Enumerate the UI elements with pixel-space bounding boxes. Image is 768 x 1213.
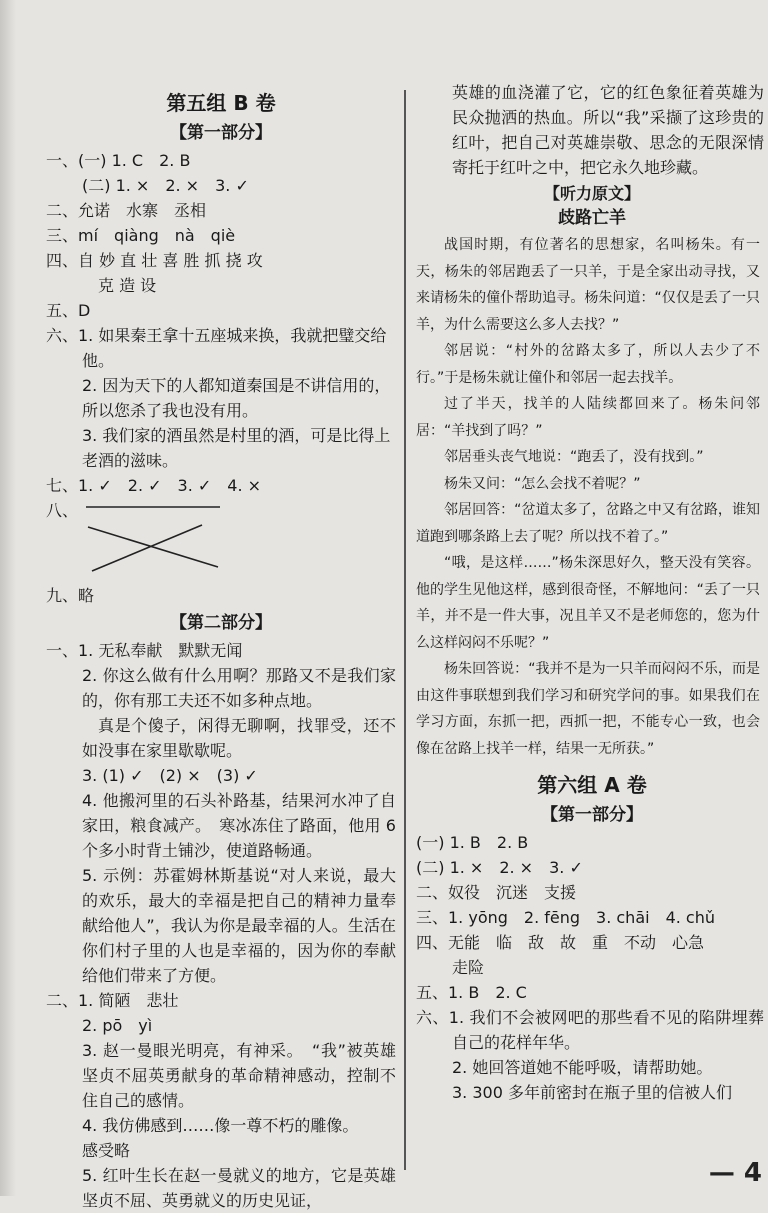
answer-7: 七、1. ✓ 2. ✓ 3. ✓ 4. × <box>46 476 262 495</box>
a6-answer-1-1: (一) 1. B 2. B <box>416 833 529 852</box>
right-column <box>416 80 768 1105</box>
a6-answer-1-2: (二) 1. × 2. × 3. ✓ <box>416 858 583 877</box>
p2-2-answer-5: 5. 红叶生长在赵一曼就义的地方，它是英雄坚贞不屈、英勇就义的历史见证， <box>82 1166 396 1210</box>
answer-9: 九、略 <box>46 586 95 605</box>
story-title: 歧路亡羊 <box>558 208 626 228</box>
answer-4-line1: 四、自 妙 直 壮 喜 胜 抓 挠 攻 <box>46 251 263 270</box>
answer-1-1: 一、(一) 1. C 2. B <box>46 151 191 170</box>
matching-lines-figure <box>82 501 232 553</box>
page-fold-shadow <box>0 0 16 1196</box>
answer-6-2: 2. 因为天下的人都知道秦国是不讲信用的，所以您杀了我也没有用。 <box>82 376 391 420</box>
p2-answer-5: 5. 示例：苏霍姆林斯基说“对人来说，最大的欢乐，最大的幸福是把自己的精神力量奉献给他人”，我认为你是最幸福的人。生活在你们村子里的人也是幸福的，因为你的奉献给他们带来了方便。 <box>82 866 396 985</box>
answer-4-line2: 克 造 设 <box>98 276 157 295</box>
story-paragraph-6: 邻居回答：“岔道太多了，岔路之中又有岔路，谁知道跑到哪条路上去了呢？所以找不着了。” <box>416 502 760 545</box>
section-title-5b: 第五组 B 卷 <box>166 91 276 115</box>
a6-answer-6-2: 2. 她回答道她不能呼吸，请帮助她。 <box>452 1058 713 1077</box>
p2-answer-2a: 2. 你这么做有什么用啊？那路又不是我们家的，你有那工夫还不如多种点地。 <box>82 666 396 710</box>
p2-answer-2b: 真是个傻子，闲得无聊啊，找罪受，还不如没事在家里歇歇呢。 <box>82 716 396 760</box>
story-paragraph-5: 杨朱又问：“怎么会找不着呢？” <box>444 475 641 492</box>
story-paragraph-2: 邻居说：“村外的岔路太多了，所以人去少了不行。”于是杨朱就让僮仆和邻居一起去找羊。 <box>416 343 760 386</box>
answer-continuation: 英雄的血浇灌了它，它的红色象征着英雄为民众抛洒的热血。所以“我”采撷了这珍贵的红叶，把自己对英雄崇敬、思念的无限深情寄托于红叶之中，把它永久地珍藏。 <box>452 83 764 177</box>
story-paragraph-8: 杨朱回答说：“我并不是为一只羊而闷闷不乐，而是由这件事联想到我们学习和研究学问的事。如果我们在学习方面，东抓一把，西抓一把，不能专心一致，也会像在岔路上找羊一样，结果一无所获。” <box>416 661 760 757</box>
part-one-heading-6a: 【第一部分】 <box>541 805 643 825</box>
answer-6-1: 六、1. 如果秦王拿十五座城来换，我就把璧交给他。 <box>46 326 387 370</box>
p2-2-answer-3: 3. 赵一曼眼光明亮，有神采。 “我”被英雄坚贞不屈英勇献身的革命精神感动，控制不住自己的感情。 <box>82 1041 396 1110</box>
p2-2-answer-4b: 感受略 <box>82 1141 131 1160</box>
answer-8-label: 八、 <box>46 501 79 520</box>
a6-answer-6-1: 六、1. 我们不会被网吧的那些看不见的陷阱埋葬自己的花样年华。 <box>416 1008 764 1052</box>
a6-answer-5: 五、1. B 2. C <box>416 983 527 1002</box>
part-two-heading: 【第二部分】 <box>170 613 272 633</box>
column-divider <box>404 90 406 1170</box>
line-cross-b <box>92 525 202 571</box>
story-paragraph-4: 邻居垂头丧气地说：“跑丢了，没有找到。” <box>444 449 704 465</box>
p2-2-answer-1: 二、1. 简陋 悲壮 <box>46 991 179 1010</box>
line-cross-a <box>88 527 218 567</box>
left-column <box>46 78 396 1213</box>
answer-5: 五、D <box>46 301 91 320</box>
story-paragraph-3: 过了半天，找羊的人陆续都回来了。杨朱问邻居：“羊找到了吗？” <box>416 396 760 439</box>
story-paragraph-1: 战国时期，有位著名的思想家，名叫杨朱。有一天，杨朱的邻居跑丢了一只羊，于是全家出动寻找，又来请杨朱的僮仆帮助追寻。杨朱问道：“仅仅是丢了一只羊，为什么需要这么多人去找？” <box>416 237 760 333</box>
part-one-heading: 【第一部分】 <box>170 123 272 143</box>
answer-3: 三、mí qiàng nà qiè <box>46 226 236 245</box>
answer-6-3: 3. 我们家的酒虽然是村里的酒，可是比得上老酒的滋味。 <box>82 426 391 470</box>
listening-text <box>416 232 760 762</box>
p2-answer-4: 4. 他搬河里的石头补路基，结果河水冲了自家田，粮食减产。 寒冰冻住了路面，他用 6 个多小时背土铺沙，使道路畅通。 <box>82 791 396 860</box>
p2-answer-3: 3. (1) ✓ (2) × (3) ✓ <box>82 766 258 785</box>
page-number: — 4 <box>708 1158 762 1188</box>
a6-answer-4-line1: 四、无能 临 敌 故 重 不动 心急 <box>416 933 705 952</box>
p2-2-answer-2: 2. pō yì <box>82 1016 153 1035</box>
section-title-6a: 第六组 A 卷 <box>537 773 647 797</box>
a6-answer-2: 二、奴役 沉迷 支援 <box>416 883 577 902</box>
answer-2: 二、允诺 水寨 丞相 <box>46 201 207 220</box>
p2-2-answer-4a: 4. 我仿佛感到……像一尊不朽的雕像。 <box>82 1116 359 1135</box>
a6-answer-3: 三、1. yōng 2. fēng 3. chāi 4. chǔ <box>416 908 716 927</box>
listening-heading: 【听力原文】 <box>543 184 640 203</box>
p2-answer-1: 一、1. 无私奉献 默默无闻 <box>46 641 243 660</box>
a6-answer-6-3: 3. 300 多年前密封在瓶子里的信被人们 <box>452 1083 732 1102</box>
a6-answer-4-line2: 走险 <box>452 958 485 977</box>
answer-1-2: (二) 1. × 2. × 3. ✓ <box>82 176 249 195</box>
story-paragraph-7: “哦，是这样……”杨朱深思好久，整天没有笑容。他的学生见他这样，感到很奇怪，不解地问：“丢了一只羊，并不是一件大事，况且羊又不是老师您的，您为什么这样闷闷不乐呢？” <box>416 555 760 651</box>
matching-lines-svg <box>82 501 232 581</box>
